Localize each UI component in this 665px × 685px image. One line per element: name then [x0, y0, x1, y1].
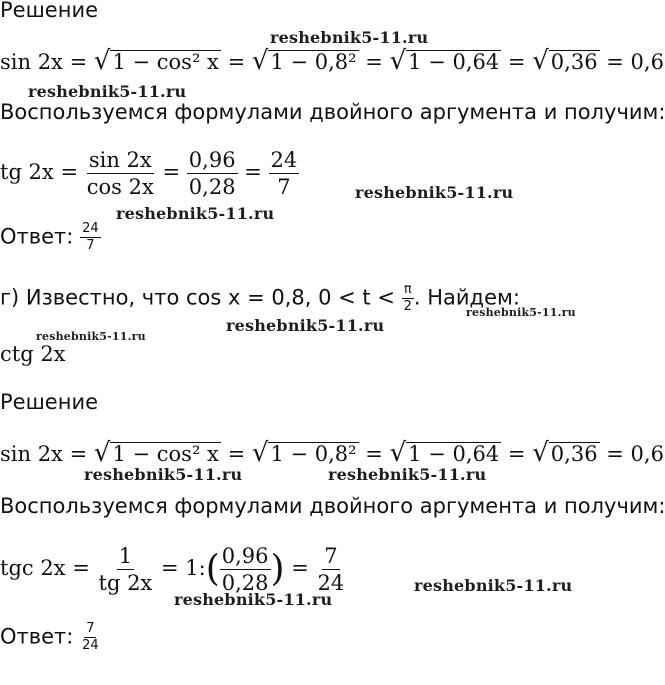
ctg-equation: tgc 2x = $\frac{1}{tg 2x}$ = 1:( $\frac{0,96}{0,28}$ ) = $\frac{7}{24}$	[0, 544, 345, 595]
problem-target: ctg 2x	[0, 342, 66, 366]
watermark: reshebnik5-11.ru	[28, 82, 187, 101]
problem-label: г)	[0, 285, 20, 310]
sqrt-expr: 0,36	[550, 442, 598, 466]
formula-note-2: Воспользуемся формулами двойного аргумента и получим:	[0, 494, 665, 518]
watermark: reshebnik5-11.ru	[174, 590, 333, 609]
sin-equation-1: sin 2x = √1 − cos² x = √1 − 0,8² = √1 − 0,64 = √0,36 = 0,6	[0, 46, 664, 76]
sqrt-expr: 1 − cos² x	[112, 50, 219, 74]
sqrt-expr: 1 − 0,8²	[270, 50, 357, 74]
watermark: reshebnik5-11.ru	[84, 465, 243, 484]
sqrt-expr: 1 − 0,64	[408, 50, 500, 74]
sin-result: 0,6	[630, 50, 664, 74]
sqrt-expr: 0,36	[550, 50, 598, 74]
sin-equation-2: sin 2x = √1 − cos² x = √1 − 0,8² = √1 − 0,64 = √0,36 = 0,6	[0, 438, 664, 468]
solution-heading-2: Решение	[0, 390, 99, 414]
watermark: reshebnik5-11.ru	[116, 204, 275, 223]
answer-2: Ответ: $\frac{7}{24}$	[0, 621, 99, 653]
watermark: reshebnik5-11.ru	[466, 306, 576, 319]
watermark: reshebnik5-11.ru	[414, 576, 573, 595]
sin-lhs: sin 2x	[0, 50, 63, 74]
answer-1: Ответ: $\frac{24}{7}$	[0, 221, 99, 253]
watermark: reshebnik5-11.ru	[226, 316, 385, 335]
answer-label: Ответ:	[0, 224, 74, 249]
sqrt-expr: 1 − 0,8²	[270, 442, 357, 466]
watermark: reshebnik5-11.ru	[270, 28, 429, 47]
watermark: reshebnik5-11.ru	[355, 183, 514, 202]
formula-note-1: Воспользуемся формулами двойного аргумента и получим:	[0, 100, 665, 124]
watermark: reshebnik5-11.ru	[328, 465, 487, 484]
problem-statement: г) Известно, что cos x = 0,8, 0 < t < $\frac{\pi}{2}$ . Найдем:	[0, 282, 520, 314]
tg-equation: tg 2x = $\frac{\sin 2x}{\cos 2x}$ = $\frac{0,96}{0,28}$ = $\frac{24}{7}$	[0, 148, 298, 199]
solution-heading-1: Решение	[0, 0, 99, 22]
sqrt-expr: 1 − cos² x	[112, 442, 219, 466]
watermark: reshebnik5-11.ru	[36, 330, 146, 343]
sqrt-expr: 1 − 0,64	[408, 442, 500, 466]
